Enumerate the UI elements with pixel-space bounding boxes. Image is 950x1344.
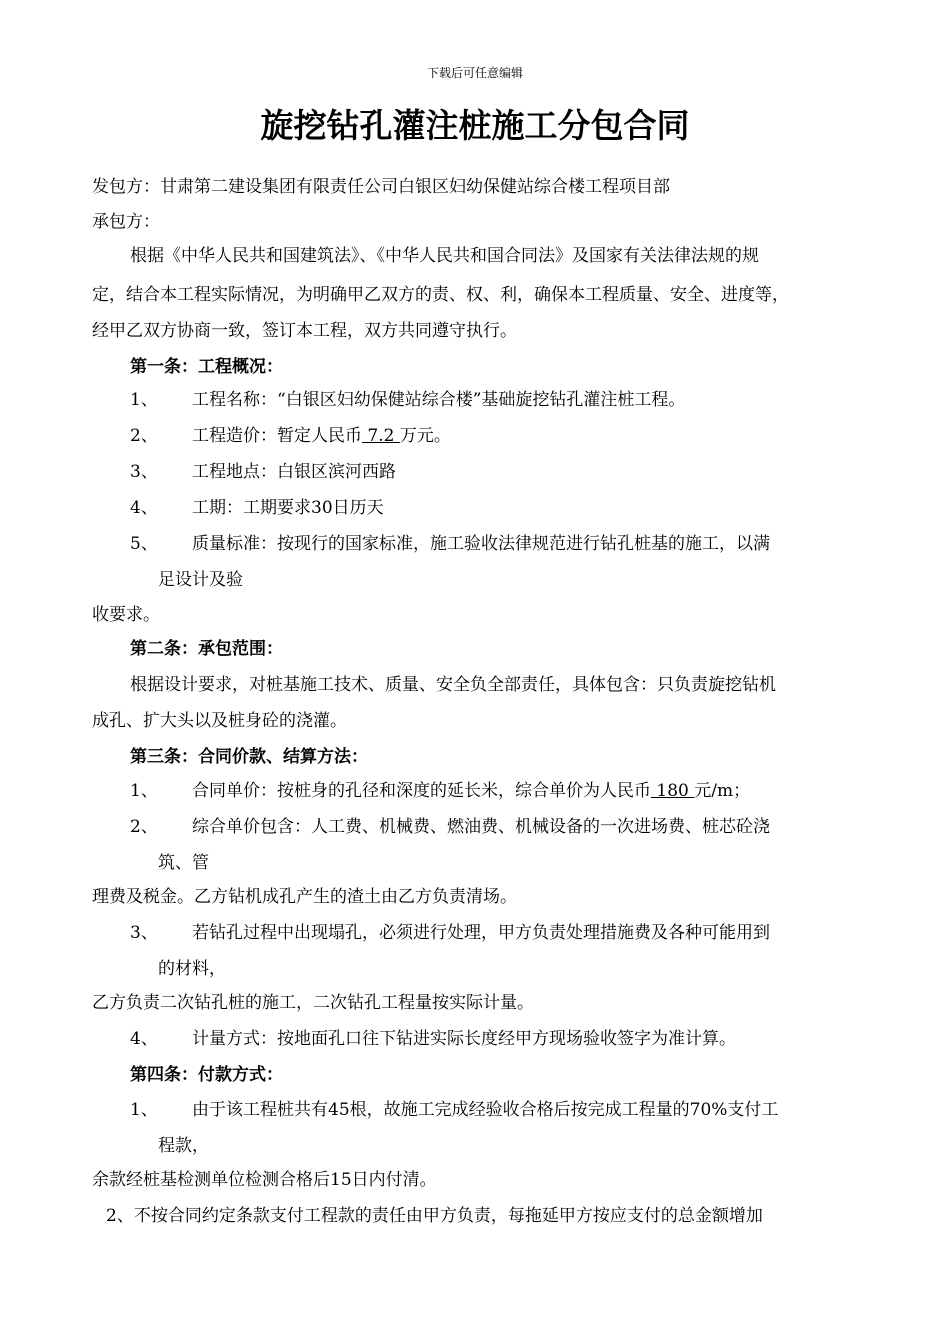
item-text: 由于该工程桩共有45根，故施工完成经验收合格后按完成工程量的70%支付工 [192,1100,779,1120]
list-item [130,1098,778,1122]
article-1-heading: 第一条：工程概况： [130,357,283,377]
item-text: 综合单价包含：人工费、机械费、燃油费、机械设备的一次进场费、桩芯砼浇 [192,817,770,837]
unit-price: 180 [651,781,695,801]
item-text: 工程地点：白银区滨河西路 [192,462,396,482]
item-number: 2、 [130,817,158,837]
preamble-line: 根据《中华人民共和国建筑法》、《中华人民共和国合同法》及国家有关法律法规的规 [130,246,759,266]
document-title: 旋挖钻孔灌注桩施工分包合同 [260,106,690,145]
item-number: 2、 [130,426,158,446]
list-item [130,496,384,520]
item-number: 1、 [130,1100,158,1120]
list-item [130,388,685,412]
party-b: 承包方： [92,212,160,232]
list-item [130,460,396,484]
item-number: 1、 [130,781,158,801]
item-number: 5、 [130,534,158,554]
article-2-heading: 第二条：承包范围： [130,639,283,659]
item-continuation: 足设计及验 [158,570,243,590]
item-text: 计量方式：按地面孔口往下钻进实际长度经甲方现场验收签字为准计算。 [192,1029,736,1049]
contract-amount: 7.2 [362,426,400,446]
item-text: 工程造价：暂定人民币 [192,426,362,446]
party-a: 发包方：甘肃第二建设集团有限责任公司白银区妇幼保健站综合楼工程项目部 [92,177,670,197]
item-text: 工期：工期要求30日历天 [192,498,384,518]
item-number: 3、 [130,923,158,943]
item-text: 质量标准：按现行的国家标准，施工验收法律规范进行钻孔桩基的施工，以满 [192,534,770,554]
item-text: 若钻孔过程中出现塌孔，必须进行处理，甲方负责处理措施费及各种可能用到 [192,923,770,943]
paragraph-line: 根据设计要求，对桩基施工技术、质量、安全负全部责任，具体包含：只负责旋挖钻机 [130,675,776,695]
article-3-heading: 第三条：合同价款、结算方法： [130,747,368,767]
item-text: 万元。 [399,426,451,446]
list-item [130,532,770,556]
item-text: 工程名称：“白银区妇幼保健站综合楼”基础旋挖钻孔灌注桩工程。 [192,390,686,410]
item-number: 4、 [130,1029,158,1049]
preamble-line: 经甲乙双方协商一致，签订本工程，双方共同遵守执行。 [92,321,517,341]
item-continuation: 收要求。 [92,605,160,625]
item-continuation: 程款， [158,1136,209,1156]
item-continuation: 乙方负责二次钻孔桩的施工，二次钻孔工程量按实际计量。 [92,993,534,1013]
item-continuation: 筑、管 [158,853,209,873]
item-text: 元/m； [694,781,751,801]
list-item [130,424,451,448]
header-note: 下载后可任意编辑 [426,66,523,80]
preamble-line: 定，结合本工程实际情况，为明确甲乙双方的责、权、利，确保本工程质量、安全、进度等， [92,285,789,305]
list-item [130,921,770,945]
list-item [130,1027,736,1051]
article-4-heading: 第四条：付款方式： [130,1065,283,1085]
item-number: 4、 [130,498,158,518]
item-number: 3、 [130,462,158,482]
paragraph-line: 2、不按合同约定条款支付工程款的责任由甲方负责，每拖延甲方按应支付的总金额增加 [106,1206,763,1226]
list-item [130,779,750,803]
item-text: 合同单价：按桩身的孔径和深度的延长米，综合单价为人民币 [192,781,651,801]
item-continuation: 的材料， [158,959,226,979]
paragraph-line: 成孔、扩大头以及桩身砼的浇灌。 [92,711,347,731]
item-continuation: 理费及税金。乙方钻机成孔产生的渣土由乙方负责清场。 [92,887,517,907]
item-continuation: 余款经桩基检测单位检测合格后15日内付清。 [92,1170,437,1190]
item-number: 1、 [130,390,158,410]
list-item [130,815,770,839]
